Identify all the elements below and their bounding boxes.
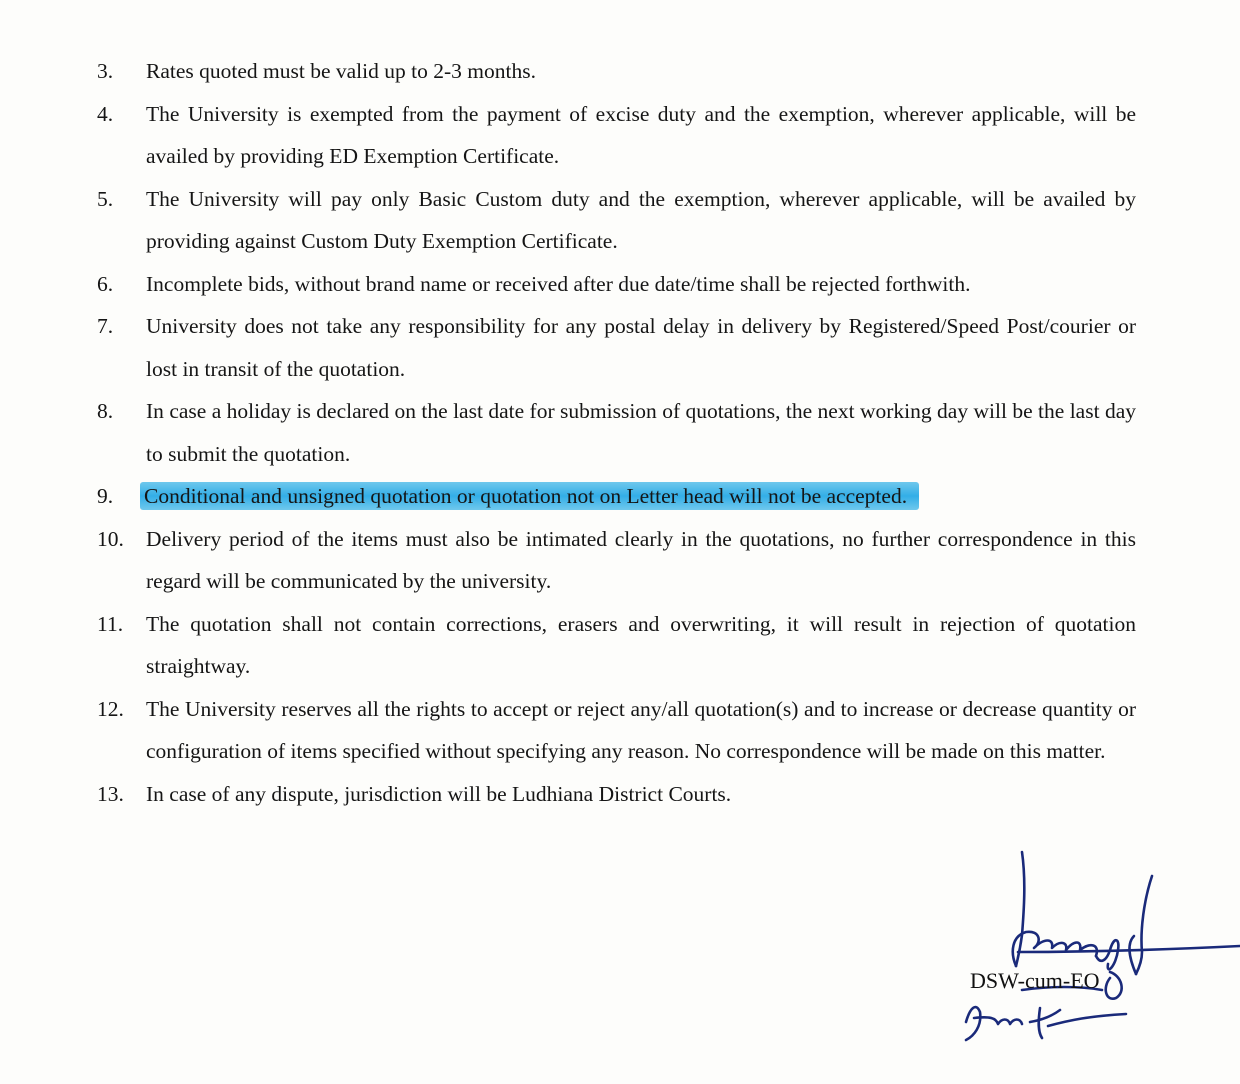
term-text: The University reserves all the rights to accept or reject any/all quotation(s) and to increase or decrease quantity or configuration of items specified without specifying any reason. No correspondence will be made on this matter. bbox=[146, 696, 1136, 763]
term-item bbox=[0, 305, 1240, 390]
term-number: 8. bbox=[97, 399, 114, 423]
term-number: 7. bbox=[97, 314, 114, 338]
term-item bbox=[0, 178, 1240, 263]
term-number: 12. bbox=[97, 696, 124, 721]
term-text: In case a holiday is declared on the last date for submission of quotations, the next working day will be the last day to submit the quotation. bbox=[146, 399, 1136, 466]
term-text: Rates quoted must be valid up to 2-3 months. bbox=[146, 59, 536, 83]
term-item bbox=[0, 50, 1240, 93]
term-item bbox=[0, 518, 1240, 603]
term-item bbox=[0, 773, 1240, 816]
highlighted-text: Conditional and unsigned quotation or quotation not on Letter head will not be accepted. bbox=[140, 482, 919, 510]
term-number: 10. bbox=[97, 526, 124, 551]
term-text bbox=[146, 475, 1136, 518]
term-number: 11. bbox=[97, 611, 124, 636]
term-text: The University will pay only Basic Custom duty and the exemption, wherever applicable, will be availed by providing against Custom Duty Exemption Certificate. bbox=[146, 186, 1136, 253]
term-text: The University is exempted from the payment of excise duty and the exemption, wherever applicable, will be availed by providing ED Exemption Certificate. bbox=[146, 101, 1136, 168]
term-number: 6. bbox=[97, 271, 114, 296]
term-number: 13. bbox=[97, 781, 124, 806]
term-number: 9. bbox=[97, 484, 114, 508]
term-number: 3. bbox=[97, 59, 114, 83]
term-text: The quotation shall not contain corrections, erasers and overwriting, it will result in rejection of quotation straightway. bbox=[146, 611, 1136, 678]
term-text: In case of any dispute, jurisdiction will be Ludhiana District Courts. bbox=[146, 781, 732, 806]
term-item bbox=[0, 688, 1240, 773]
term-text: Incomplete bids, without brand name or received after due date/time shall be rejected forthwith. bbox=[146, 271, 971, 296]
signatory-title: DSW-cum-EO bbox=[970, 968, 1100, 993]
term-number: 4. bbox=[97, 101, 114, 126]
term-item bbox=[0, 390, 1240, 475]
signature-block bbox=[930, 840, 1240, 1060]
terms-list bbox=[0, 50, 1240, 815]
term-text: Delivery period of the items must also be intimated clearly in the quotations, no further correspondence in this regard will be communicated by the university. bbox=[146, 526, 1136, 593]
term-number: 5. bbox=[97, 186, 114, 211]
term-item bbox=[0, 263, 1240, 306]
term-text: University does not take any responsibility for any postal delay in delivery by Registered/Speed Post/courier or lost in transit of the quotation. bbox=[146, 314, 1136, 381]
term-item-highlighted bbox=[0, 475, 1240, 518]
term-item bbox=[0, 93, 1240, 178]
handwritten-signature-icon bbox=[930, 840, 1240, 1060]
term-item bbox=[0, 603, 1240, 688]
